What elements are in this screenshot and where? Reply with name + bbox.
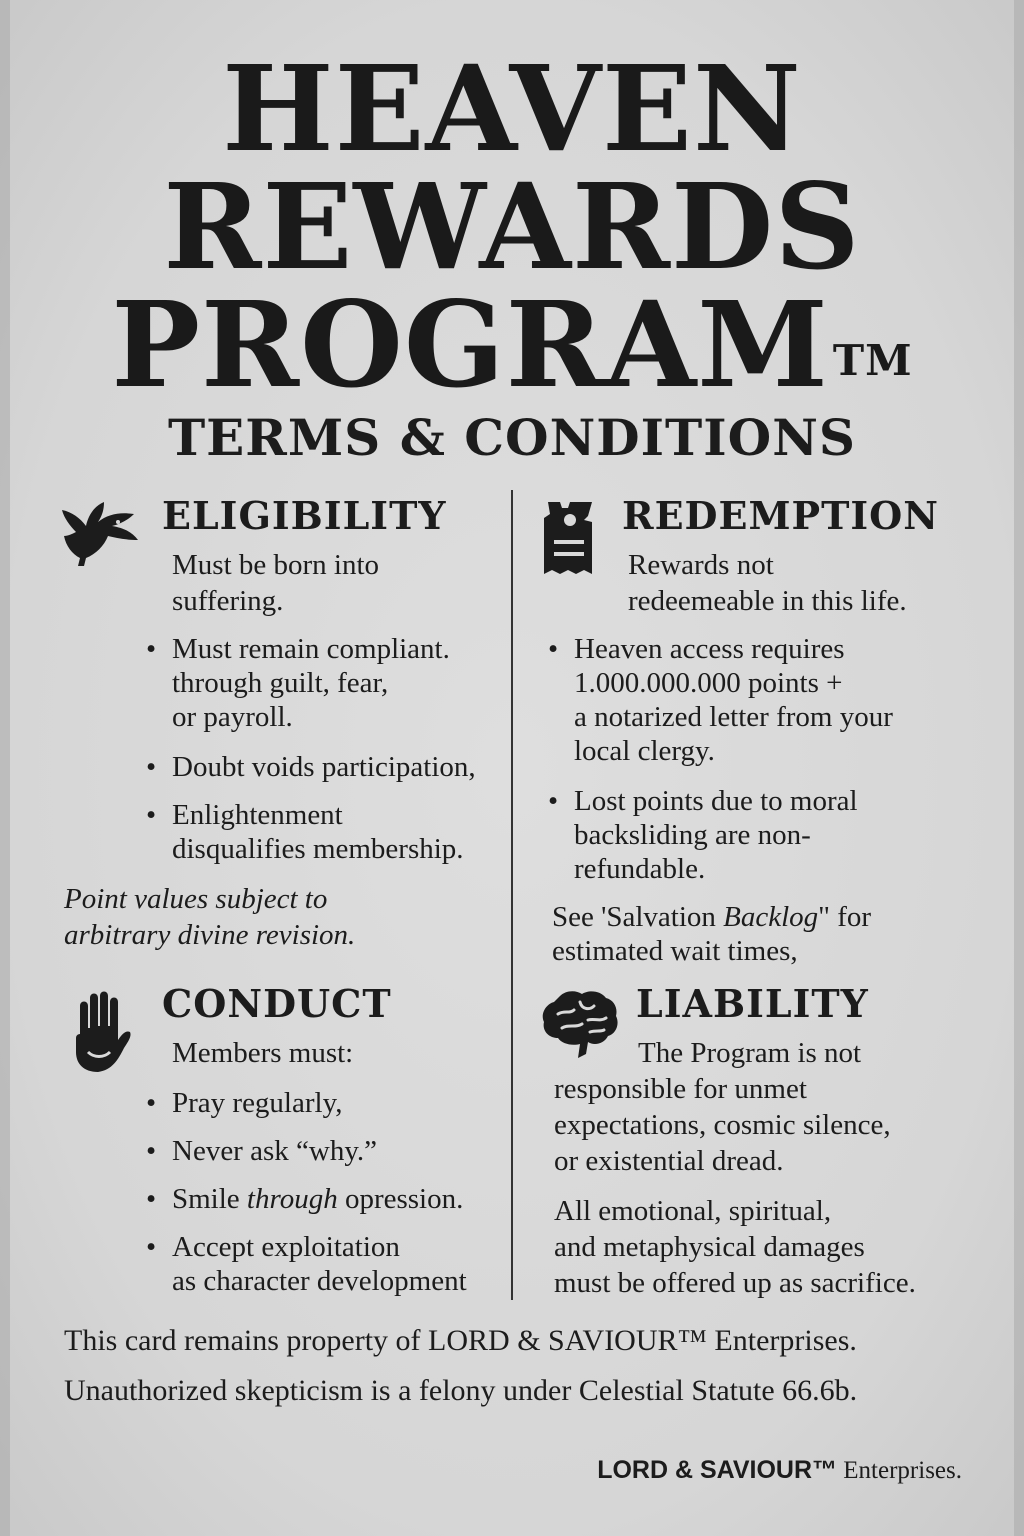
b3-part-a: Smile: [172, 1183, 247, 1215]
conduct-bullet-4: [146, 1230, 467, 1298]
title-program: PROGRAM: [111, 275, 829, 414]
conduct-bullet-3: [146, 1182, 464, 1216]
redemption-intro-1: Rewards not: [628, 549, 774, 581]
liability-heading: LIABILITY: [636, 981, 869, 1026]
conduct-b1: Pray regularly,: [172, 1087, 343, 1119]
footer-line-2: Unauthorized skepticism is a felony under Celestial Statute 66.6b.: [64, 1374, 858, 1407]
eligibility-intro-2: suffering.: [172, 585, 284, 617]
conduct-b4-line1: Accept exploitation: [172, 1231, 400, 1263]
liability-p2-line1: All emotional, spiritual,: [554, 1195, 832, 1227]
liability-p1-line2: responsible for unmet: [554, 1073, 807, 1105]
title-line-3: [0, 275, 1024, 414]
title-line-1: HEAVEN: [222, 39, 802, 178]
see-part-a: See 'Salvation: [552, 901, 724, 933]
see-part-c: " for: [818, 901, 872, 933]
liability-p1-line1: The Program is not: [638, 1037, 862, 1069]
bullet-dot: •: [146, 633, 157, 665]
conduct-bullet-1: [146, 1086, 343, 1120]
eligibility-heading: ELIGIBILITY: [162, 493, 447, 538]
bullet-dot: •: [146, 751, 157, 783]
eligibility-b1-line2: through guilt, fear,: [172, 667, 389, 699]
eligibility-b1-line1: Must remain compliant.: [172, 633, 450, 665]
redemption-see-line2: estimated wait times,: [552, 935, 798, 967]
subtitle: TERMS & CONDITIONS: [167, 408, 857, 467]
conduct-bullet-2: [146, 1134, 378, 1168]
redemption-b2-line2: backsliding are non-: [574, 819, 811, 851]
signature: [597, 1456, 962, 1485]
hand-icon: [66, 990, 136, 1076]
trademark-mark: TM: [832, 336, 913, 385]
receipt-icon: [540, 498, 600, 578]
conduct-heading: CONDUCT: [162, 981, 392, 1026]
footer-line-1: This card remains property of LORD & SAVIOUR™ Enterprises.: [64, 1324, 857, 1357]
signature-bold: LORD & SAVIOUR™: [597, 1456, 838, 1484]
dove-icon: [58, 496, 142, 568]
redemption-b1-line4: local clergy.: [574, 735, 715, 767]
redemption-bullet-1: [548, 632, 893, 768]
brain-icon: [540, 988, 620, 1062]
redemption-bullet-2: [548, 784, 858, 886]
eligibility-intro-1: Must be born into: [172, 549, 380, 581]
bullet-dot: •: [548, 633, 559, 665]
b3-part-c: opression.: [337, 1183, 464, 1215]
liability-p1-line3: expectations, cosmic silence,: [554, 1109, 891, 1141]
eligibility-b3-line2: disqualifies membership.: [172, 833, 464, 865]
eligibility-bullet-2: [146, 750, 476, 784]
redemption-heading: REDEMPTION: [622, 493, 939, 538]
liability-p1-line4: or existential dread.: [554, 1145, 784, 1177]
title-line-2: REWARDS: [163, 157, 861, 296]
b3-part-b: through: [246, 1183, 338, 1215]
see-part-b: Backlog: [723, 901, 819, 933]
eligibility-note-1: Point values subject to: [64, 883, 328, 915]
conduct-b3: [172, 1182, 463, 1216]
eligibility-note-2: arbitrary divine revision.: [64, 919, 356, 951]
eligibility-b3-line1: Enlightenment: [172, 799, 343, 831]
redemption-b1-line2: 1.000.000.000 points +: [574, 667, 843, 699]
liability-p2-line2: and metaphysical damages: [554, 1231, 865, 1263]
bullet-dot: •: [548, 785, 559, 817]
eligibility-bullet-3: [146, 798, 464, 866]
redemption-intro-2: redeemeable in this life.: [628, 585, 907, 617]
conduct-b2: Never ask “why.”: [172, 1135, 378, 1167]
signature-rest: Enterprises.: [837, 1457, 962, 1484]
redemption-b2-line3: refundable.: [574, 853, 706, 885]
bullet-dot: •: [146, 1231, 157, 1263]
conduct-b4-line2: as character development: [172, 1265, 467, 1297]
bullet-dot: •: [146, 1183, 157, 1215]
eligibility-b1-line3: or payroll.: [172, 701, 293, 733]
eligibility-bullet-1: [146, 632, 450, 734]
conduct-intro: Members must:: [172, 1037, 354, 1069]
redemption-b1-line3: a notarized letter from your: [574, 701, 893, 733]
bullet-dot: •: [146, 799, 157, 831]
redemption-b1-line1: Heaven access requires: [574, 633, 845, 665]
bullet-dot: •: [146, 1087, 157, 1119]
column-divider: [511, 490, 513, 1300]
eligibility-b2-line1: Doubt voids participation,: [172, 751, 476, 783]
redemption-see-line1: [552, 900, 871, 934]
redemption-b2-line1: Lost points due to moral: [574, 785, 858, 817]
liability-p2-line3: must be offered up as sacrifice.: [554, 1267, 916, 1299]
bullet-dot: •: [146, 1135, 157, 1167]
